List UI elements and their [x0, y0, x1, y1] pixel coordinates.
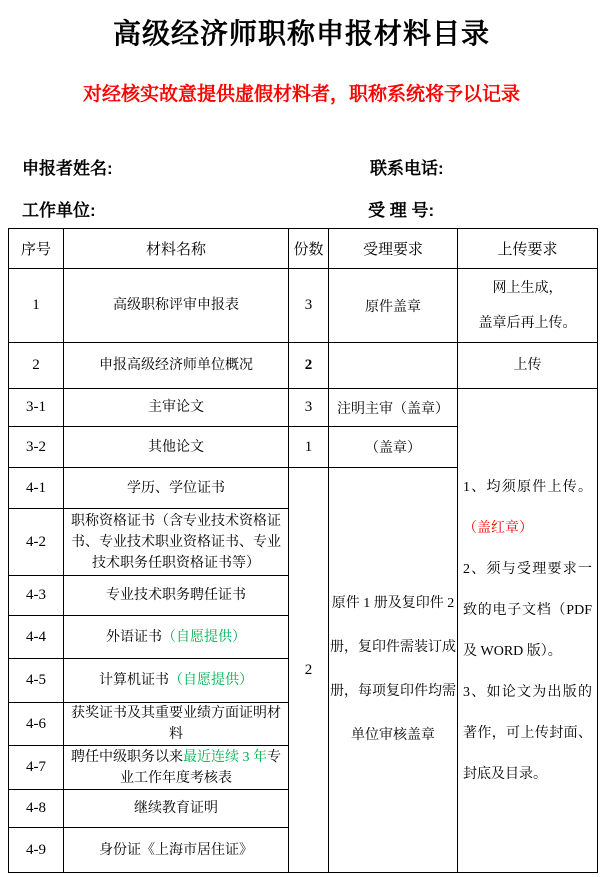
serial-cell: 1 — [9, 269, 64, 343]
material-name-text: 主审论文 — [148, 400, 204, 415]
serial-cell: 4-7 — [9, 746, 64, 790]
material-name-cell — [64, 746, 289, 790]
material-name-text: 身份证《上海市居住证》 — [99, 842, 253, 858]
material-name-cell — [64, 269, 289, 343]
material-name-text: 专业工作年度考核表 — [120, 749, 281, 786]
material-name-text: 学历、学位证书 — [127, 480, 225, 496]
material-name-text: 聘任中级职务以来 — [71, 749, 183, 765]
serial-cell: 2 — [9, 343, 64, 389]
serial-cell: 3-1 — [9, 389, 64, 427]
material-name-cell — [64, 509, 289, 576]
upload-note-text: 1、均须原件上传。 — [463, 479, 592, 495]
material-name-text: 继续教育证明 — [134, 801, 218, 816]
serial-cell: 4-2 — [9, 509, 64, 576]
column-header: 序号 — [9, 229, 64, 269]
red-upload-note-text: （盖红章） — [463, 520, 533, 536]
copies-cell: 2 — [289, 343, 329, 389]
green-material-name-text: （自愿提供） — [162, 629, 246, 645]
column-header: 材料名称 — [64, 229, 289, 269]
material-name-cell — [64, 790, 289, 828]
acceptance-text: 原件盖章 — [365, 299, 421, 315]
serial-cell: 4-8 — [9, 790, 64, 828]
acceptance-text: （盖章） — [365, 441, 421, 456]
material-name-text: 获奖证书及其重要业绩方面证明材料 — [71, 706, 281, 742]
material-name-cell — [64, 616, 289, 659]
acceptance-text: 注明主审（盖章） — [337, 401, 449, 417]
material-name-text: 高级职称评审申报表 — [113, 298, 239, 313]
acceptance-requirement-cell — [329, 427, 458, 468]
serial-cell: 4-9 — [9, 828, 64, 873]
material-name-cell — [64, 343, 289, 389]
acceptance-requirement-cell — [329, 389, 458, 427]
serial-cell: 4-6 — [9, 703, 64, 746]
material-name-cell — [64, 703, 289, 746]
copies-cell: 1 — [289, 427, 329, 468]
table-row — [9, 389, 598, 427]
material-name-text: 专业技术职务聘任证书 — [106, 588, 246, 603]
serial-cell: 4-5 — [9, 659, 64, 703]
materials-table — [8, 228, 598, 873]
applicant-name-label: 申报者姓名: — [22, 159, 113, 178]
upload-note-item-1 — [463, 467, 592, 549]
work-unit-label: 工作单位: — [22, 201, 96, 220]
acceptance-number-label: 受 理 号: — [368, 201, 435, 220]
acceptance-requirement-cell — [329, 269, 458, 343]
page-title: 高级经济师职称申报材料目录 — [112, 18, 490, 49]
upload-note-text: 2、须与受理要求一致的电子文档（PDF 及 WORD 版）。 — [463, 561, 592, 659]
material-name-cell — [64, 828, 289, 873]
material-name-cell — [64, 659, 289, 703]
table-header-row — [9, 229, 598, 269]
copies-cell: 3 — [289, 269, 329, 343]
serial-cell: 4-3 — [9, 576, 64, 616]
material-name-text: 其他论文 — [148, 439, 204, 455]
material-name-cell — [64, 389, 289, 427]
table-row — [9, 343, 598, 389]
upload-note-text: 3、如论文为出版的著作，可上传封面、封底及目录。 — [463, 684, 592, 782]
upload-note-item-3 — [463, 672, 592, 795]
acceptance-requirement-cell — [329, 343, 458, 389]
copies-merged-cell: 2 — [289, 468, 329, 873]
material-name-cell — [64, 576, 289, 616]
contact-phone-label: 联系电话: — [370, 159, 444, 178]
acceptance-requirement-merged-cell: 原件 1 册及复印件 2 册，复印件需装订成 册，每项复印件均需 单位审核盖章 — [329, 468, 458, 873]
material-name-text: 外语证书 — [106, 629, 162, 645]
upload-requirement-cell: 上传 — [458, 343, 598, 389]
material-name-text: 职称资格证书（含专业技术资格证书、专业技术职业资格证书、专业技术职务任职资格证书等） — [71, 513, 281, 571]
column-header: 份数 — [289, 229, 329, 269]
green-material-name-text: （自愿提供） — [169, 673, 253, 688]
serial-cell: 3-2 — [9, 427, 64, 468]
column-header: 上传要求 — [458, 229, 598, 269]
copies-cell: 3 — [289, 389, 329, 427]
table-row — [9, 269, 598, 343]
material-name-cell — [64, 427, 289, 468]
materials-table-wrap — [8, 228, 598, 873]
serial-cell: 4-1 — [9, 468, 64, 509]
serial-cell: 4-4 — [9, 616, 64, 659]
upload-note-item-2 — [463, 549, 592, 672]
material-name-text: 申报高级经济师单位概况 — [99, 358, 253, 373]
upload-requirement-cell: 网上生成， 盖章后再上传。 — [458, 269, 598, 343]
material-name-cell — [64, 468, 289, 509]
upload-requirement-merged-cell — [458, 389, 598, 873]
green-material-name-text: 最近连续 3 年 — [183, 749, 267, 765]
materials-table-body — [9, 229, 598, 873]
material-name-text: 计算机证书 — [99, 673, 169, 688]
warning-text: 对经核实故意提供虚假材料者，职称系统将予以记录 — [82, 84, 520, 105]
column-header: 受理要求 — [329, 229, 458, 269]
